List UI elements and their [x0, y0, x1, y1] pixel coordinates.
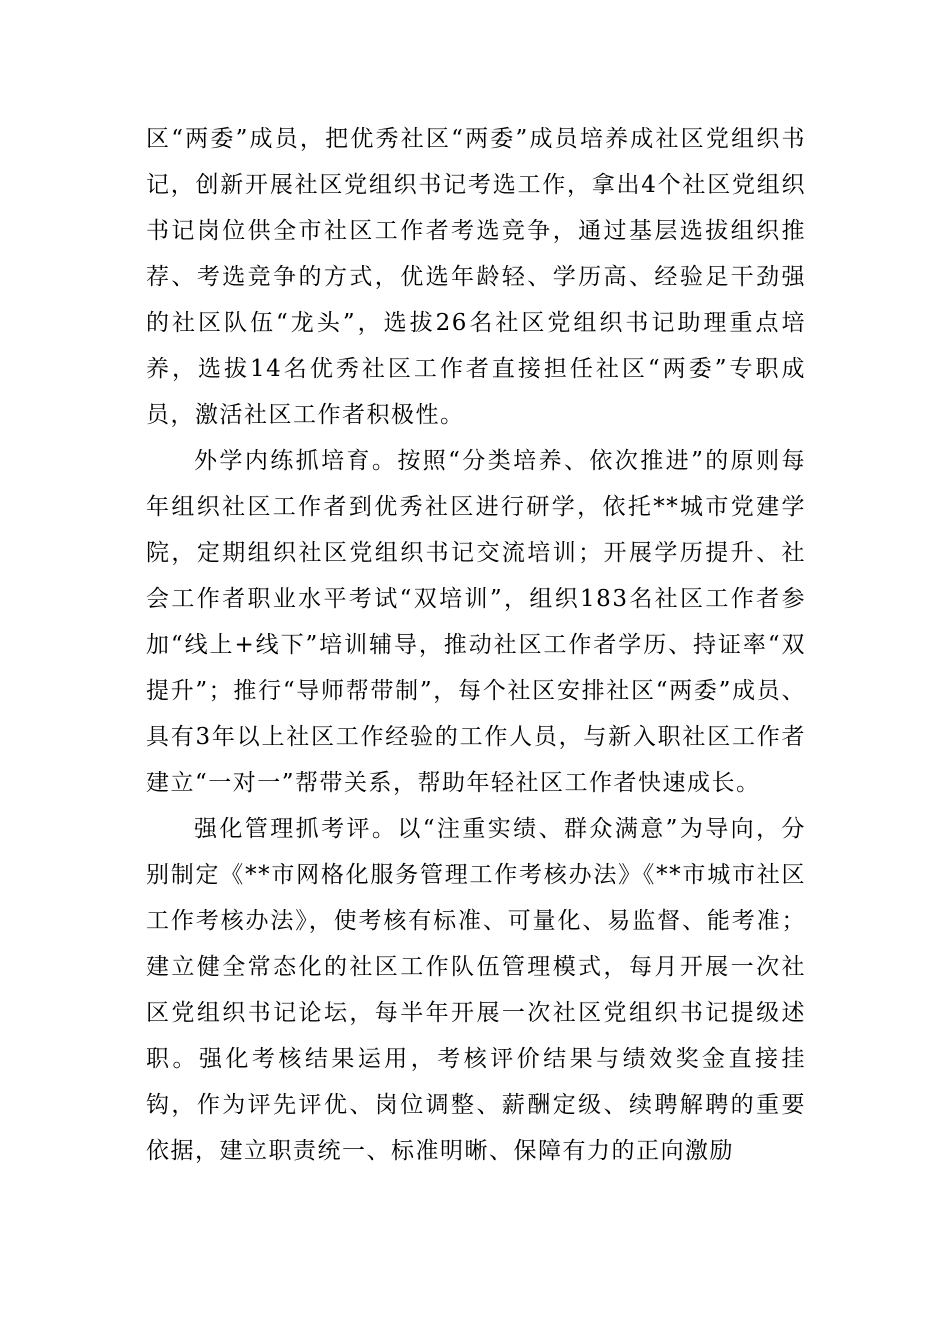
- paragraph-training: 外学内练抓培育。按照“分类培养、依次推进”的原则每年组织社区工作者到优秀社区进行研学，依托**城市党建学院，定期组织社区党组织书记交流培训；开展学历提升、社会工作者职业水平考试“双培训”，组织183名社区工作者参加“线上+线下”培训辅导，推动社区工作者学历、持证率“双提升”；推行“导师帮带制”，每个社区安排社区“两委”成员、具有3年以上社区工作经验的工作人员，与新入职社区工作者建立“一对一”帮带关系，帮助年轻社区工作者快速成长。: [146, 448, 806, 796]
- paragraph-management: 强化管理抓考评。以“注重实绩、群众满意”为导向，分别制定《**市网格化服务管理工作考核办法》《**市城市社区工作考核办法》，使考核有标准、可量化、易监督、能考准；建立健全常态化的社区工作队伍管理模式，每月开展一次社区党组织书记论坛，每半年开展一次社区党组织书记提级述职。强化考核结果运用，考核评价结果与绩效奖金直接挂钩，作为评先评优、岗位调整、薪酬定级、续聘解聘的重要依据，建立职责统一、标准明晰、保障有力的正向激励: [146, 816, 806, 1164]
- paragraph-continuation: 区“两委”成员，把优秀社区“两委”成员培养成社区党组织书记，创新开展社区党组织书记考选工作，拿出4个社区党组织书记岗位供全市社区工作者考选竞争，通过基层选拔组织推荐、考选竞争的方式，优选年龄轻、学历高、经验足干劲强的社区队伍“龙头”，选拔26名社区党组织书记助理重点培养，选拔14名优秀社区工作者直接担任社区“两委”专职成员，激活社区工作者积极性。: [146, 126, 806, 428]
- document-body: [146, 116, 806, 1174]
